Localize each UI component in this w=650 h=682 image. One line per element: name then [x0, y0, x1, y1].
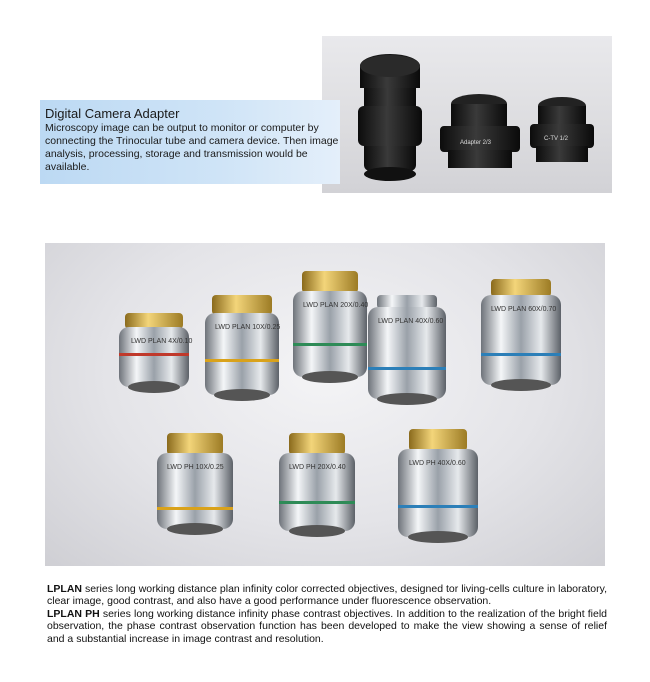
objective-10x-label: LWD PLAN 10X/0.25 [215, 324, 281, 331]
tall-adapter [358, 54, 422, 181]
objective-20x [293, 271, 368, 383]
camera-adapters-illustration [322, 36, 612, 193]
objective-ph-20x [279, 433, 355, 537]
objective-60x [481, 279, 561, 391]
objective-ph-10x-label: LWD PH 10X/0.25 [167, 464, 224, 471]
lplan-ph-paragraph [47, 608, 607, 645]
ctv-adapter-label: C-TV 1/2 [544, 136, 569, 142]
objective-ph-10x [157, 433, 233, 535]
objective-10x [205, 295, 280, 401]
objective-60x-label: LWD PLAN 60X/0.70 [491, 306, 557, 313]
ctv-adapter [530, 97, 594, 162]
objective-40x-label: LWD PLAN 40X/0.60 [378, 318, 444, 325]
lplan-paragraph [47, 583, 607, 608]
lplan-ph-name: LPLAN PH [47, 607, 100, 620]
lplan-ph-text: series long working distance infinity phase contrast objectives. In addition to the realization of the bright field observation, the phase contrast observation function has been developed to make the view showing a sense of relief and a substantial increase in image contrast and resolution. [47, 607, 608, 645]
lplan-name: LPLAN [47, 583, 82, 595]
objective-ph-40x [398, 429, 478, 543]
adapter-2-3-label: Adapter 2/3 [460, 140, 492, 146]
adapter-2-3 [440, 94, 520, 168]
objectives-photo [45, 243, 605, 566]
camera-adapter-photo [322, 36, 612, 193]
objective-4x-label: LWD PLAN 4X/0.10 [131, 338, 193, 345]
lplan-text: series long working distance plan infinity color corrected objectives, designed tor living-cells culture in laboratory, clear image, good contrast, and also have a good performance under fluorescence observation. [47, 583, 607, 608]
objective-4x [119, 313, 192, 393]
objectives-description [47, 583, 607, 645]
objective-ph-20x-label: LWD PH 20X/0.40 [289, 464, 346, 471]
objective-20x-label: LWD PLAN 20X/0.40 [303, 302, 369, 309]
objective-ph-40x-label: LWD PH 40X/0.60 [409, 460, 466, 467]
adapter-description: Microscopy image can be output to monitor or computer by connecting the Trinocular tube and camera device. Then image analysis, processing, storage and transmission would be available. [45, 122, 339, 173]
objectives-illustration [45, 243, 605, 566]
adapter-title: Digital Camera Adapter [45, 106, 180, 121]
objective-40x [368, 295, 446, 405]
